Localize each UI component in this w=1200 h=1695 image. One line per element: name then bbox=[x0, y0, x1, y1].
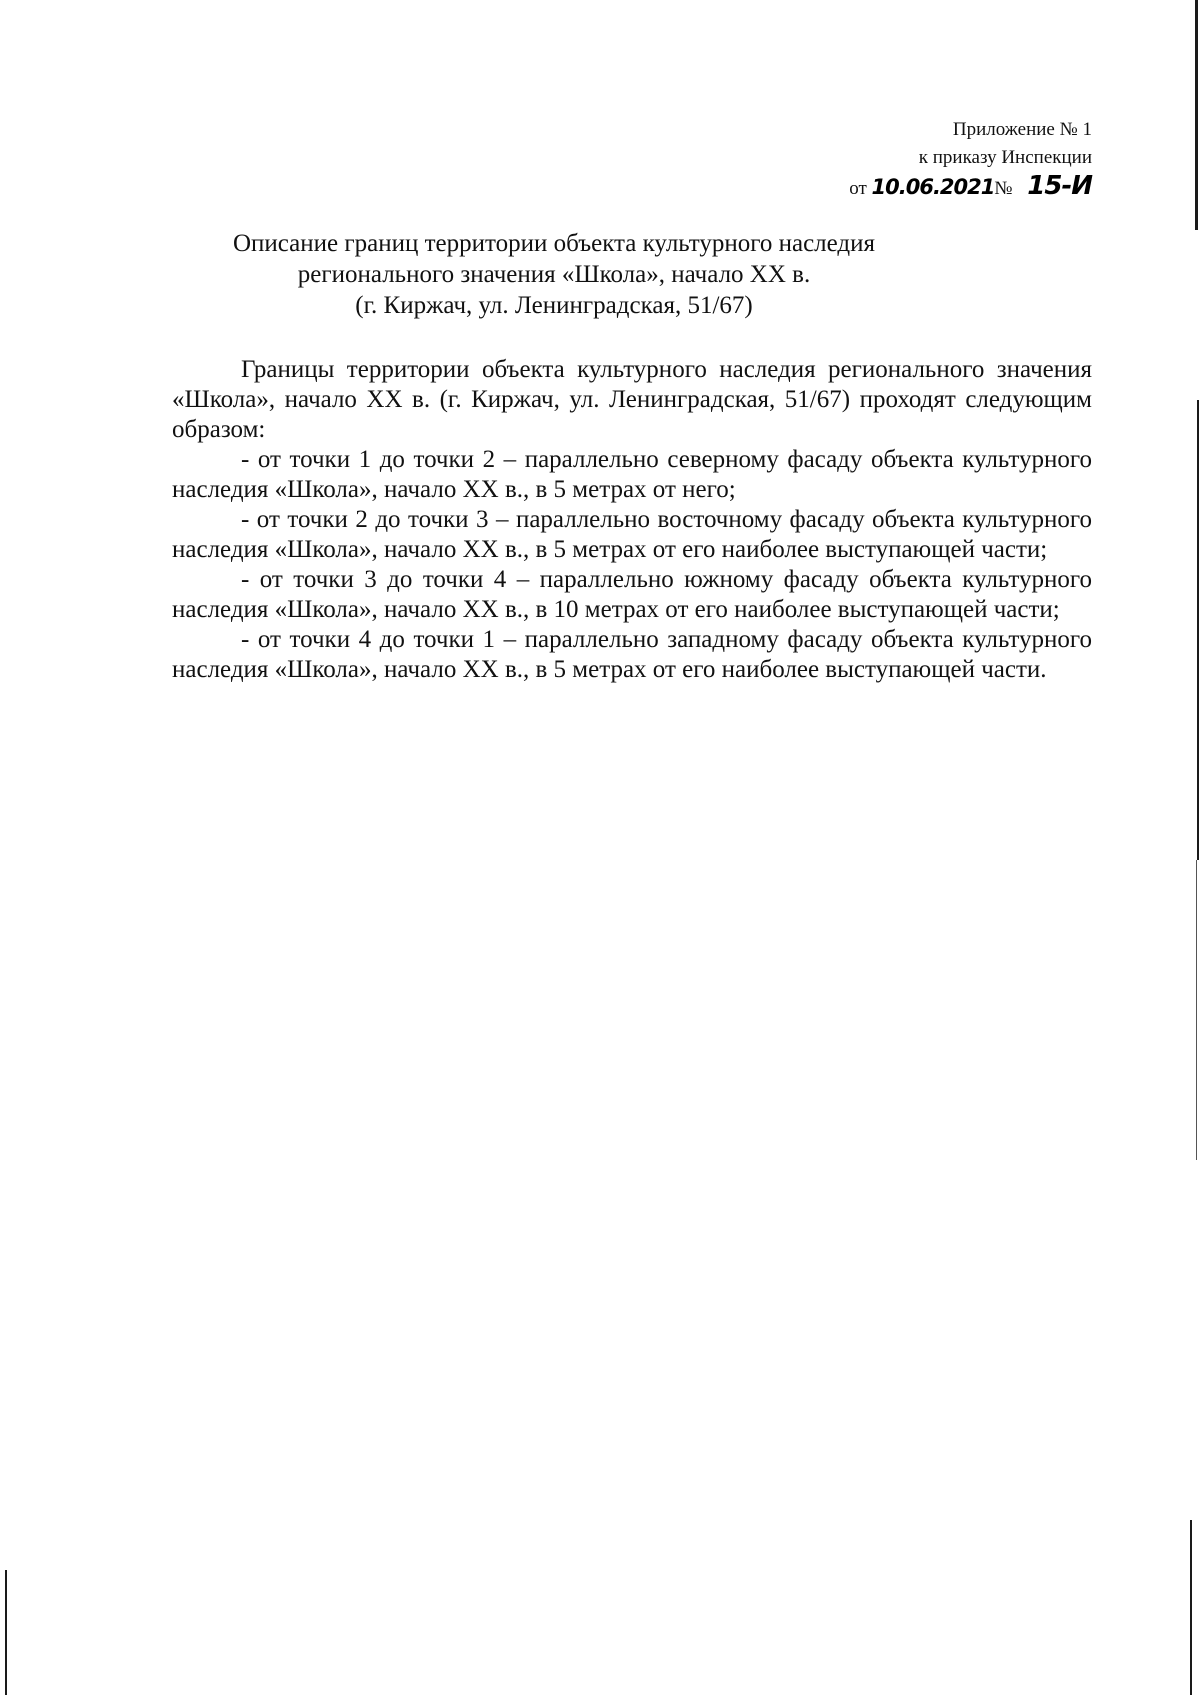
title-line-3: (г. Киржач, ул. Ленинградская, 51/67) bbox=[355, 292, 753, 319]
title-line-2: регионального значения «Школа», начало XX в. bbox=[297, 261, 811, 288]
boundary-item-1: - от точки 1 до точки 2 – параллельно северному фасаду объекта культурного наследия «Школа», начало XX в., в 5 метрах от него; bbox=[172, 446, 1092, 503]
scan-edge-artifact bbox=[1190, 1520, 1192, 1695]
number-sign: № bbox=[994, 178, 1013, 199]
handwritten-date: 10.06.2021 bbox=[871, 175, 995, 199]
appendix-date-prefix: от bbox=[849, 178, 867, 199]
title-line-1: Описание границ территории объекта культурного наследия bbox=[232, 230, 876, 257]
boundary-item-2: - от точки 2 до точки 3 – параллельно восточному фасаду объекта культурного наследия «Школа», начало XX в., в 5 метрах от его наиболее выступающей части; bbox=[172, 506, 1092, 563]
document-body bbox=[172, 355, 1092, 685]
document-title bbox=[174, 228, 934, 321]
scan-edge-artifact bbox=[1196, 860, 1197, 1160]
boundary-item-3: - от точки 3 до точки 4 – параллельно южному фасаду объекта культурного наследия «Школа», начало XX в., в 10 метрах от его наиболее выступающей части; bbox=[172, 566, 1092, 623]
handwritten-order-number: 15-И bbox=[1027, 171, 1092, 201]
appendix-line-2: к приказу Инспекции bbox=[918, 147, 1092, 168]
appendix-header bbox=[849, 116, 1092, 203]
scan-edge-artifact bbox=[1195, 0, 1198, 230]
intro-paragraph: Границы территории объекта культурного наследия регионального значения «Школа», начало XX в. (г. Киржач, ул. Ленинградская, 51/67) проходят следующим образом: bbox=[172, 356, 1092, 443]
scan-edge-artifact bbox=[1197, 400, 1199, 860]
boundary-item-4: - от точки 4 до точки 1 – параллельно западному фасаду объекта культурного наследия «Школа», начало XX в., в 5 метрах от его наиболее выступающей части. bbox=[172, 626, 1092, 683]
scan-edge-artifact bbox=[5, 1570, 7, 1695]
appendix-line-1: Приложение № 1 bbox=[952, 119, 1092, 140]
appendix-line-3 bbox=[849, 172, 1092, 203]
